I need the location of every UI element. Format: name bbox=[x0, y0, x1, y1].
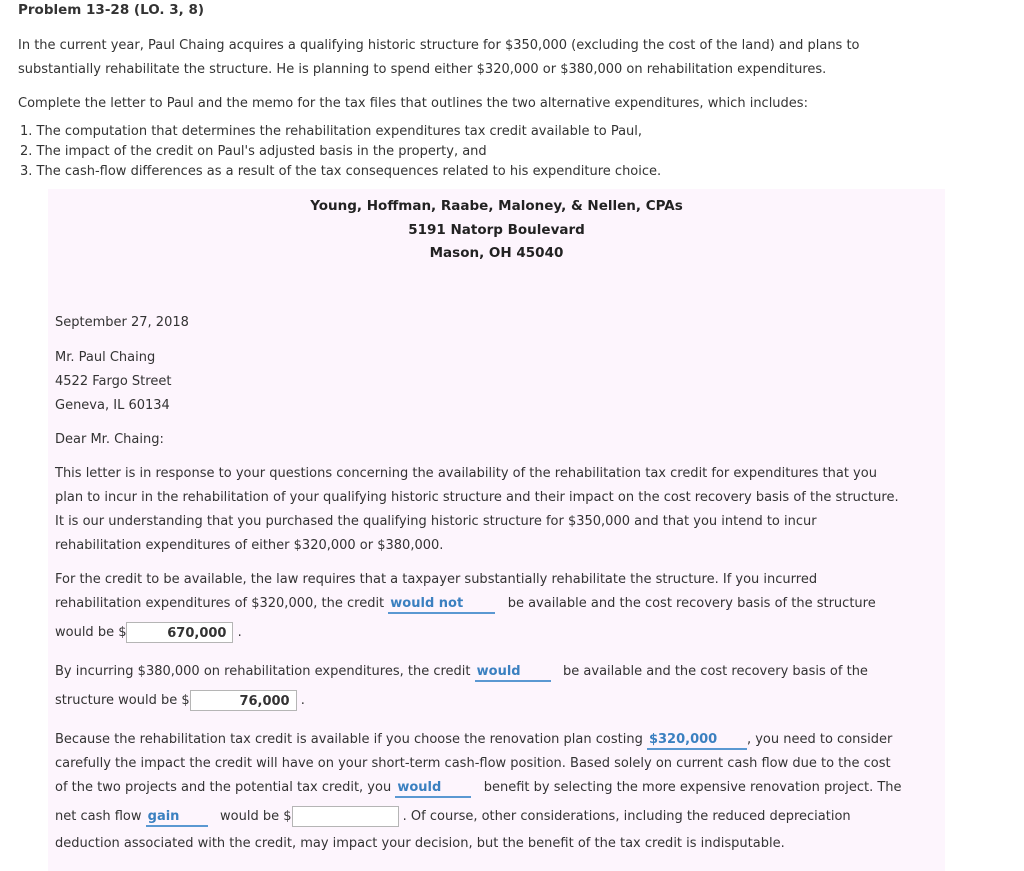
renovation-plan-dropdown[interactable]: $320,000 bbox=[647, 732, 747, 750]
paragraph-line: would be $ 670,000 . bbox=[55, 621, 940, 645]
requirement-item: 3. The cash-flow differences as a result of the tax consequences related to his expenditure choice. bbox=[20, 164, 662, 179]
benefit-dropdown[interactable]: would bbox=[395, 780, 471, 798]
paragraph-line: This letter is in response to your questions concerning the availability of the rehabilitation tax credit for expenditures that you bbox=[55, 466, 877, 481]
requirement-item: 2. The impact of the credit on Paul's adjusted basis in the property, and bbox=[20, 144, 487, 159]
letter-panel bbox=[48, 189, 945, 871]
paragraph-cash-flow bbox=[55, 728, 940, 856]
credit-availability-dropdown-380k[interactable]: would bbox=[475, 664, 551, 682]
paragraph-line: carefully the impact the credit will have on your short-term cash-flow position. Based solely on current cash flow due to the cost bbox=[55, 756, 891, 771]
paragraph-line: plan to incur in the rehabilitation of your qualifying historic structure and their impact on the cost recovery basis of the structure. bbox=[55, 490, 899, 505]
basis-input-380k[interactable]: 76,000 bbox=[190, 690, 297, 711]
paragraph-line: of the two projects and the potential tax credit, you would benefit by selecting the more expensive renovation project. The bbox=[55, 776, 940, 800]
paragraph-line: For the credit to be available, the law requires that a taxpayer substantially rehabilitate the structure. If you incurred bbox=[55, 572, 818, 587]
basis-input-320k[interactable]: 670,000 bbox=[126, 622, 233, 643]
paragraph-line: It is our understanding that you purchased the qualifying historic structure for $350,000 and that you intend to incur bbox=[55, 514, 817, 529]
recipient-city: Geneva, IL 60134 bbox=[55, 398, 170, 413]
salutation: Dear Mr. Chaing: bbox=[55, 432, 164, 447]
requirement-item: 1. The computation that determines the rehabilitation expenditures tax credit available to Paul, bbox=[20, 124, 643, 139]
net-cash-flow-input[interactable] bbox=[292, 806, 399, 827]
problem-intro bbox=[18, 34, 1008, 82]
paragraph-line: rehabilitation expenditures of $320,000, the credit would not be available and the cost recovery basis of the structure bbox=[55, 592, 940, 616]
paragraph-line: rehabilitation expenditures of either $320,000 or $380,000. bbox=[55, 538, 444, 553]
recipient-address bbox=[55, 346, 940, 418]
intro-line: substantially rehabilitate the structure. He is planning to spend either $320,000 or $380,000 on rehabilitation expenditures. bbox=[18, 62, 827, 77]
problem-title: Problem 13-28 (LO. 3, 8) bbox=[18, 2, 205, 18]
intro-line: In the current year, Paul Chaing acquires a qualifying historic structure for $350,000 (excluding the cost of the land) and plans to bbox=[18, 38, 860, 53]
firm-street: 5191 Natorp Boulevard bbox=[408, 222, 585, 238]
firm-city: Mason, OH 45040 bbox=[429, 245, 564, 261]
paragraph-credit-380k bbox=[55, 660, 940, 713]
instructions: Complete the letter to Paul and the memo for the tax files that outlines the two alternative expenditures, which includes: bbox=[18, 96, 808, 111]
recipient-street: 4522 Fargo Street bbox=[55, 374, 172, 389]
paragraph-line: Because the rehabilitation tax credit is available if you choose the renovation plan costing $320,000 , you need to consider bbox=[55, 728, 940, 752]
paragraph-line: By incurring $380,000 on rehabilitation expenditures, the credit would be available and the cost recovery basis of the bbox=[55, 660, 940, 684]
firm-name: Young, Hoffman, Raabe, Maloney, & Nellen, CPAs bbox=[310, 198, 683, 214]
paragraph-line: structure would be $ 76,000 . bbox=[55, 689, 940, 713]
letter-date: September 27, 2018 bbox=[55, 315, 189, 330]
paragraph-line: net cash flow gain would be $ . Of course, other considerations, including the reduced depreciation bbox=[55, 805, 940, 829]
requirements-list bbox=[20, 122, 661, 182]
cash-flow-dropdown[interactable]: gain bbox=[146, 809, 208, 827]
credit-availability-dropdown-320k[interactable]: would not bbox=[388, 596, 495, 614]
paragraph-credit-320k bbox=[55, 568, 940, 645]
recipient-name: Mr. Paul Chaing bbox=[55, 350, 156, 365]
paragraph-intro bbox=[55, 462, 940, 558]
paragraph-line: deduction associated with the credit, may impact your decision, but the benefit of the tax credit is indisputable. bbox=[55, 836, 785, 851]
